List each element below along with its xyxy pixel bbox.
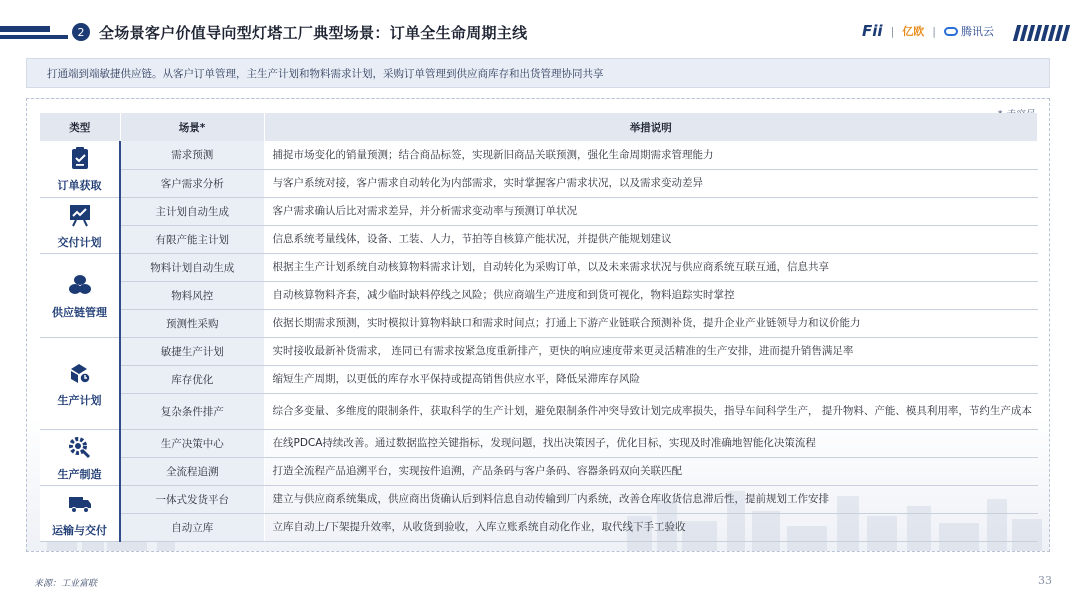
description-cell: 综合多变量、多维度的限制条件，获取科学的生产计划，避免限制条件冲突导致计划完成率损失，指导车间科学生产， 提升物料、产能、模具利用率，节约生产成本 (264, 393, 1038, 429)
table-row (40, 169, 1038, 197)
scene-cell: 主计划自动生成 (120, 197, 264, 225)
description-cell: 与客户系统对接，客户需求自动转化为内部需求，实时掌握客户需求状况，以及需求变动差异 (264, 169, 1038, 197)
scene-cell: 生产决策中心 (120, 429, 264, 457)
description-cell: 自动核算物料齐套，减少临时缺料停线之风险；供应商端生产进度和到货可视化，物料追踪实时掌控 (264, 281, 1038, 309)
type-order-acquisition (40, 141, 120, 197)
scene-cell: 库存优化 (120, 365, 264, 393)
type-label: 订单获取 (57, 179, 102, 193)
scene-cell: 有限产能主计划 (120, 225, 264, 253)
table-row (40, 197, 1038, 225)
description-cell: 依据长期需求预测，实时模拟计算物料缺口和需求时间点；打通上下游产业链联合预测补货，提升企业产业链领导力和议价能力 (264, 309, 1038, 337)
type-label: 运输与交付 (52, 523, 107, 537)
page-header (72, 16, 527, 48)
clipboard-check-icon (67, 146, 93, 170)
scene-cell: 需求预测 (120, 141, 264, 169)
header-description: 举措说明 (264, 113, 1038, 141)
production-plan-icon (67, 361, 93, 385)
table-row (40, 457, 1038, 485)
section-number-badge: 2 (72, 23, 90, 41)
chart-board-icon (67, 203, 93, 227)
description-cell: 缩短生产周期，以更低的库存水平保持或提高销售供应水平，降低呆滞库存风险 (264, 365, 1038, 393)
partner-logos: Fii | 亿欧 | 腾讯云 (862, 22, 994, 40)
type-transport-delivery (40, 485, 120, 541)
table-row (40, 309, 1038, 337)
table-row (40, 225, 1038, 253)
type-manufacturing (40, 429, 120, 485)
type-delivery-plan (40, 197, 120, 253)
description-cell: 实时接收最新补货需求， 连同已有需求按紧急度重新排产，更快的响应速度带来更灵活精准的生产安排，进而提升销售满足率 (264, 337, 1038, 365)
description-cell: 根据主生产计划系统自动核算物料需求计划，自动转化为采购订单，以及未来需求状况与供应商系统互联互通，信息共享 (264, 253, 1038, 281)
type-supply-chain (40, 253, 120, 337)
scenario-table (40, 113, 1038, 542)
description-cell: 打造全流程产品追溯平台，实现按件追溯，产品条码与客户条码、容器条码双向关联匹配 (264, 457, 1038, 485)
scene-cell: 自动立库 (120, 513, 264, 541)
header-scene: 场景* (120, 113, 264, 141)
description-cell: 在线PDCA持续改善。通过数据监控关键指标，发现问题，找出决策因子，优化目标，实现及时准确地智能化决策流程 (264, 429, 1038, 457)
cloud-icon (944, 27, 958, 36)
table-row (40, 141, 1038, 169)
description-cell: 客户需求确认后比对需求差异，并分析需求变动率与预测订单状况 (264, 197, 1038, 225)
yiou-logo: 亿欧 (902, 25, 925, 38)
table-header-row (40, 113, 1038, 141)
type-label: 交付计划 (57, 235, 102, 249)
header-type: 类型 (40, 113, 120, 141)
description-cell: 建立与供应商系统集成，供应商出货确认后到料信息自动传输到厂内系统，改善仓库收货信息滞后性，提前规划工作安排 (264, 485, 1038, 513)
scene-cell: 物料风控 (120, 281, 264, 309)
intro-banner: 打通端到端敏捷供应链。从客户订单管理，主生产计划和物料需求计划，采购订单管理到供应商库存和出货管理协同共享 (26, 58, 1050, 88)
table-row (40, 337, 1038, 365)
table-row (40, 281, 1038, 309)
boxes-icon (67, 273, 93, 297)
decorative-stripes (1015, 25, 1068, 41)
table-row (40, 485, 1038, 513)
type-label: 供应链管理 (52, 305, 107, 319)
description-cell: 立库自动上/下架提升效率，从收货到验收，入库立账系统自动化作业，取代线下手工验收 (264, 513, 1038, 541)
table-row (40, 253, 1038, 281)
table-row (40, 393, 1038, 429)
type-production-plan (40, 337, 120, 429)
scene-cell: 一体式发货平台 (120, 485, 264, 513)
table-row (40, 513, 1038, 541)
source-note: 来源：工业富联 (34, 579, 98, 589)
page-number: 33 (1038, 574, 1052, 587)
truck-icon (67, 491, 93, 515)
table-row (40, 429, 1038, 457)
type-label: 生产制造 (57, 467, 102, 481)
page-title: 全场景客户价值导向型灯塔工厂典型场景：订单全生命周期主线 (99, 23, 528, 42)
tencent-cloud-logo: 腾讯云 (944, 23, 994, 39)
table-row (40, 365, 1038, 393)
scene-cell: 敏捷生产计划 (120, 337, 264, 365)
scene-cell: 客户需求分析 (120, 169, 264, 197)
gear-wrench-icon (67, 435, 93, 459)
scene-cell: 物料计划自动生成 (120, 253, 264, 281)
scene-cell: 全流程追溯 (120, 457, 264, 485)
fii-logo: Fii (862, 22, 883, 40)
scene-cell: 预测性采购 (120, 309, 264, 337)
description-cell: 捕捉市场变化的销量预测；结合商品标签，实现新旧商品关联预测，强化生命周期需求管理能力 (264, 141, 1038, 169)
type-label: 生产计划 (57, 393, 102, 407)
description-cell: 信息系统考量线体，设备、工装、人力，节拍等自核算产能状况，并提供产能规划建议 (264, 225, 1038, 253)
scene-cell: 复杂条件排产 (120, 393, 264, 429)
